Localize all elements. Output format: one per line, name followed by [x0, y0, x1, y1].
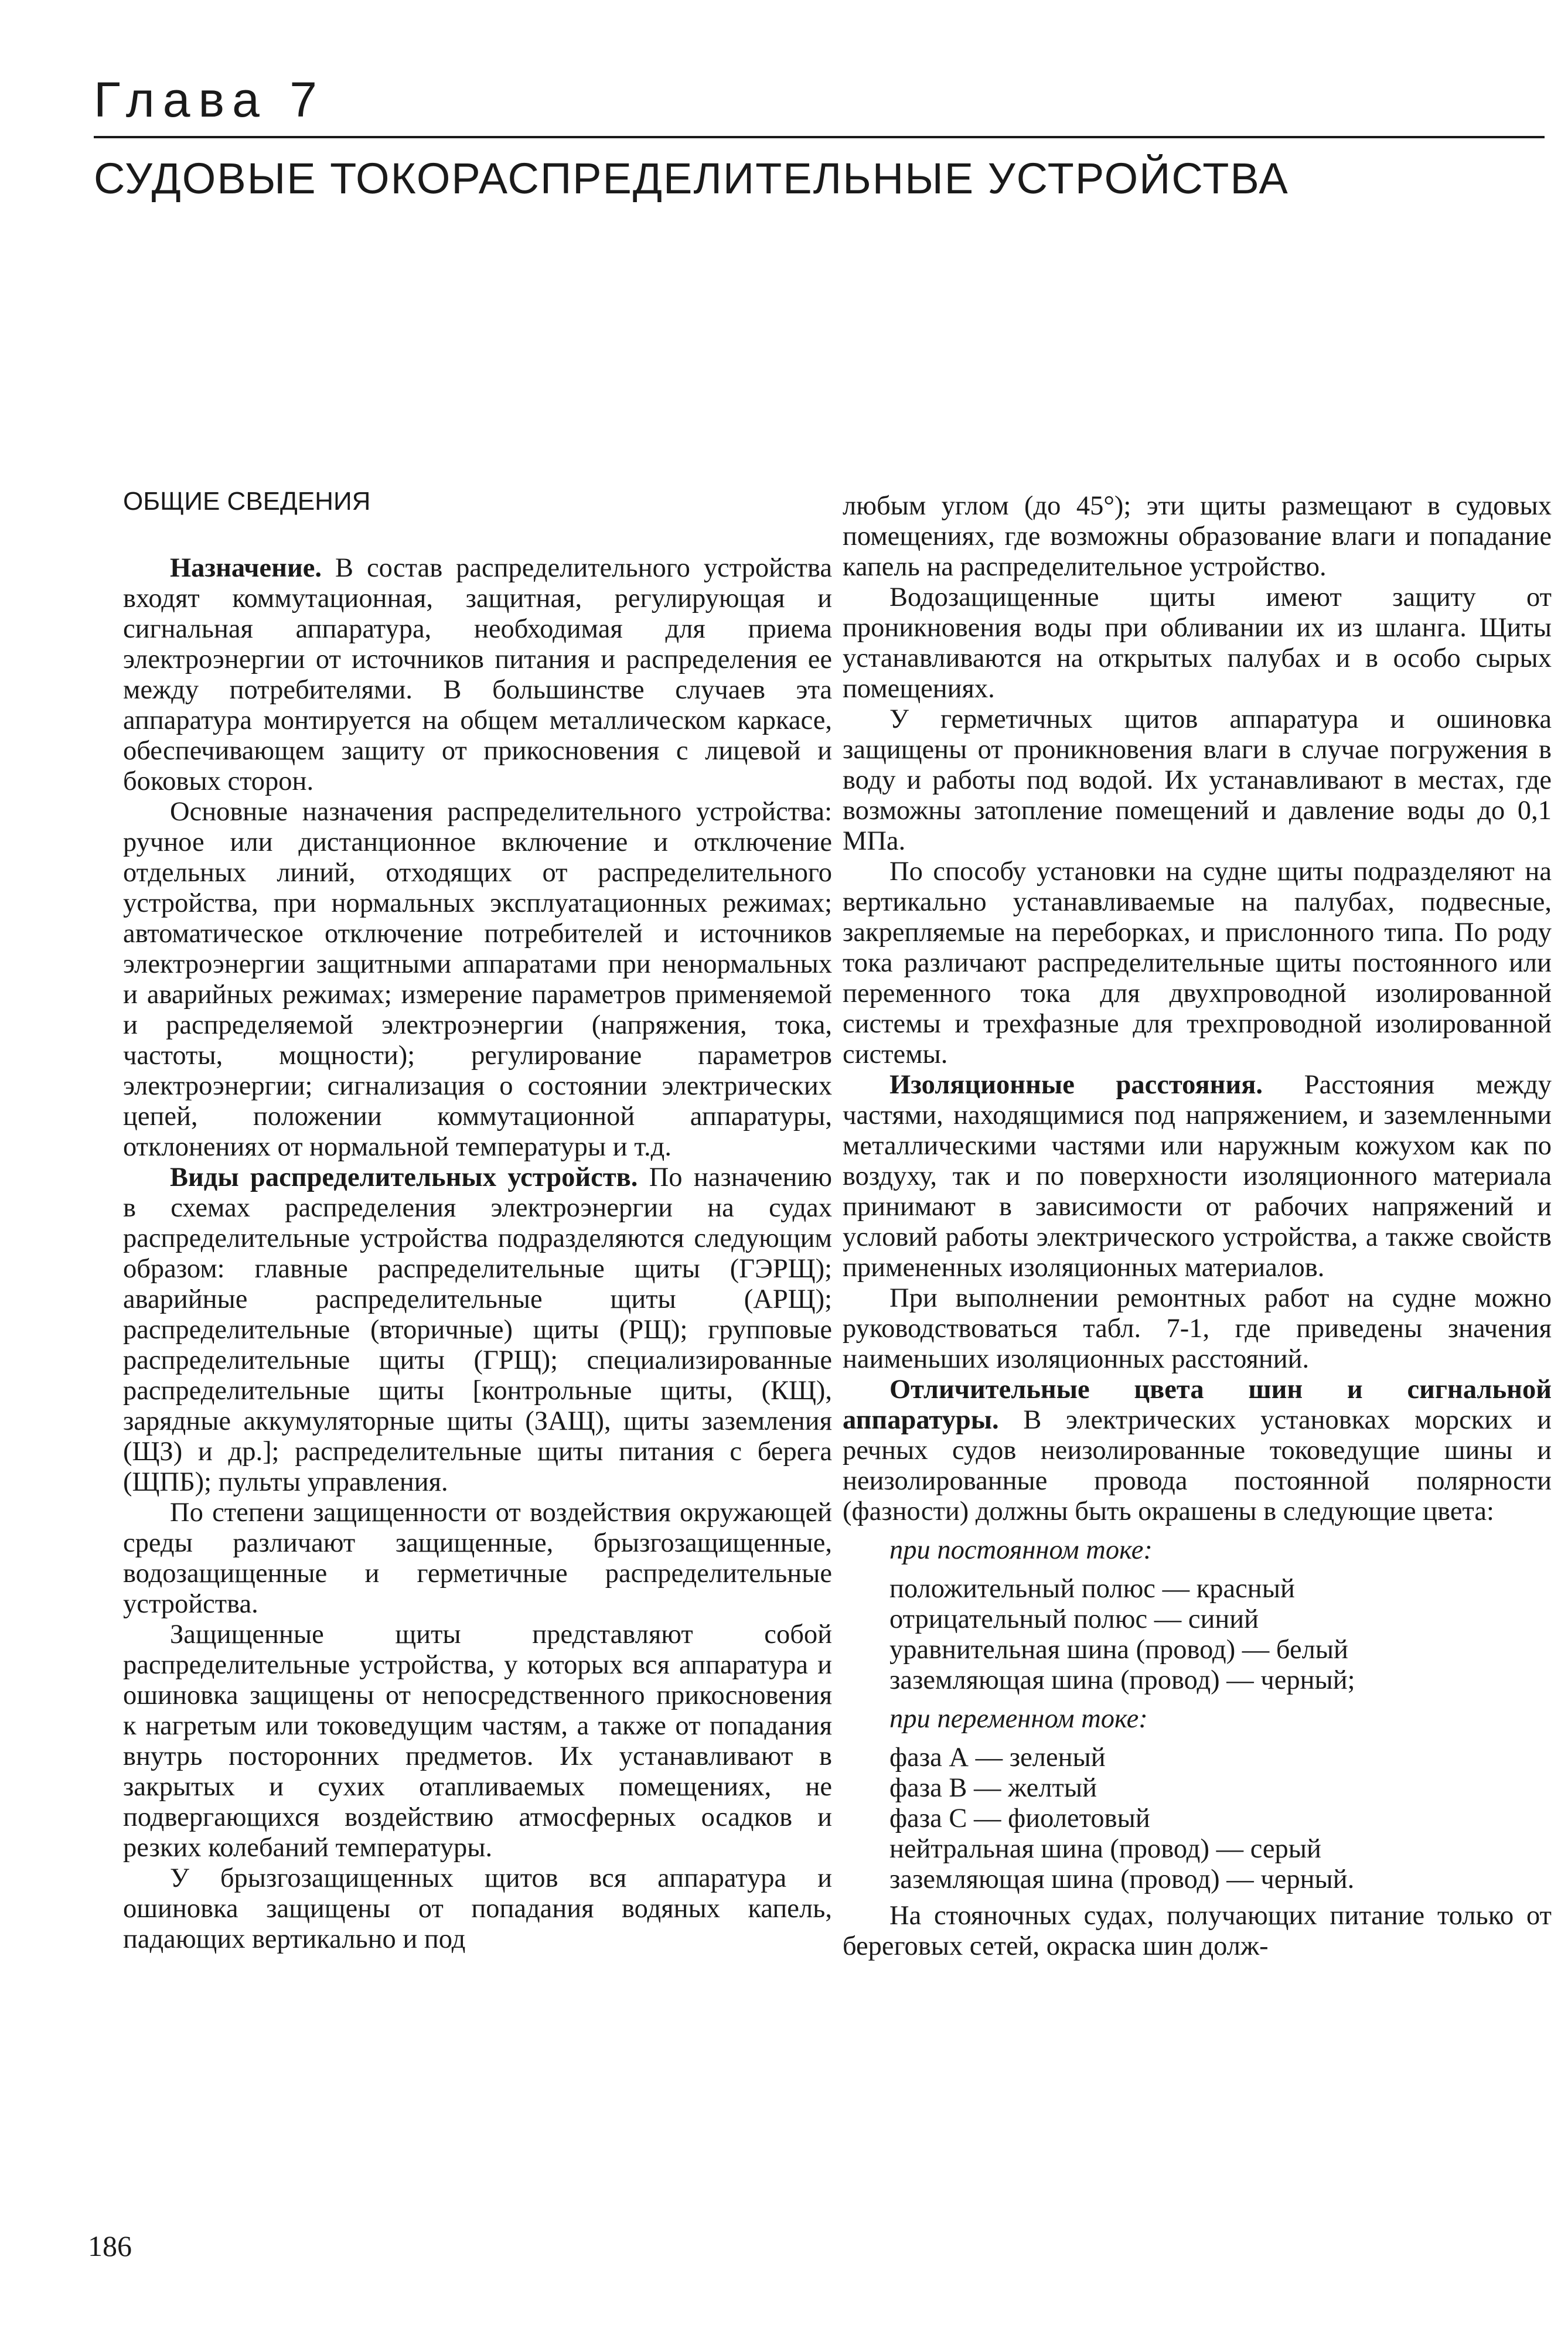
list-item: фаза С — фиолетовый	[889, 1804, 1150, 1833]
list-item: заземляющая шина (провод) — черный.	[889, 1864, 1355, 1894]
page-number: 186	[88, 2230, 132, 2262]
paragraph-insulation	[843, 1070, 1552, 1283]
list-item: отрицательный полюс — синий	[889, 1604, 1259, 1634]
paragraph-repair: При выполнении ремонтных работ на судне можно руководствоваться табл. 7-1, где приведены значения наименьших изоляционных расстояний.	[843, 1283, 1552, 1374]
list-item: уравнительная шина (провод) — белый	[889, 1635, 1348, 1665]
paragraph-text: В электрических установках морских и речных судов неизолированные токоведущие шины и неизолированные провода постоянной полярности (фазности) должны быть окрашены в следующие цвета:	[843, 1405, 1552, 1526]
right-column	[843, 491, 1552, 1962]
paragraph-protection-degree: По степени защищенности от воздействия окружающей среды различают защищенные, брызгозащищенные, водозащищенные и герметичные распределительные устройства.	[123, 1498, 832, 1619]
chapter-label: Глава 7	[94, 72, 325, 127]
paragraph-functions: Основные назначения распределительного устройства: ручное или дистанционное включение и отключение отдельных линий, отходящих от распределительного устройства, при нормальных эксплуатационных режимах; автоматическое отключение потребителей и источников электроэнергии защитными аппаратами при ненормальных и аварийных режимах; измерение параметров применяемой и распределяемой электроэнергии (напряжения, тока, частоты, мощности); регулирование параметров электроэнергии; сигнализация о состоянии электрических цепей, положении коммутационной аппаратуры, отклонениях от нормальной температуры и т.д.	[123, 797, 832, 1162]
chapter-title: СУДОВЫЕ ТОКОРАСПРЕДЕЛИТЕЛЬНЫЕ УСТРОЙСТВА	[94, 154, 1289, 203]
paragraph-colors	[843, 1375, 1552, 1527]
paragraph-protected-boards: Защищенные щиты представляют собой распределительные устройства, у которых вся аппаратура и ошиновка защищены от непосредственного прикосновения к нагретым или токоведущим частям, а также от попадания внутрь посторонних предметов. Их устанавливают в закрытых и сухих отапливаемых помещениях, не подвергающихся воздействию атмосферных осадков и резких колебаний температуры.	[123, 1620, 832, 1863]
paragraph-types	[123, 1163, 832, 1498]
ac-color-list	[889, 1743, 1552, 1895]
paragraph-shore-power: На стояночных судах, получающих питание только от береговых сетей, окраска шин долж-	[843, 1901, 1552, 1961]
paragraph-waterproof-boards: Водозащищенные щиты имеют защиту от проникновения воды при обливании их из шланга. Щиты устанавливаются на открытых палубах и в особо сырых помещениях.	[843, 582, 1552, 704]
paragraph-text: По назначению в схемах распределения электроэнергии на судах распределительные устройства подразделяются следующим образом: главные распределительные щиты (ГЭРЩ); аварийные распределительные щиты (АРЩ); распределительные (вторичные) щиты (РЩ); групповые распределительные щиты (ГРЩ); специализированные распределительные щиты [контрольные щиты, (КЩ), зарядные аккумуляторные щиты (ЗАЩ), щиты заземления (ЩЗ) и др.]; распределительные щиты питания с берега (ЩПБ); пульты управления.	[123, 1163, 832, 1497]
paragraph-splashproof-boards: У брызгозащищенных щитов вся аппаратура и ошиновка защищены от попадания водяных капель, падающих вертикально и под	[123, 1863, 832, 1954]
dc-list-caption: при постоянном токе:	[889, 1535, 1153, 1565]
list-item: положительный полюс — красный	[889, 1574, 1295, 1604]
paragraph-continuation: любым углом (до 45°); эти щиты размещают в судовых помещениях, где возможны образование влаги и попадание капель на распределительное устройство.	[843, 491, 1552, 582]
left-column	[123, 486, 832, 1955]
paragraph-text: В состав распределительного устройства входят коммутационная, защитная, регулирующая и сигнальная аппаратура, необходимая для приема электроэнергии от источников питания и распределения ее между потребителями. В большинстве случаев эта аппаратура монтируется на общем металлическом каркасе, обеспечивающем защиту от прикосновения с лицевой и боковых сторон.	[123, 553, 832, 796]
paragraph-installation: По способу установки на судне щиты подразделяют на вертикально устанавливаемые на палубах, подвесные, закрепляемые на переборках, и прислонного типа. По роду тока различают распределительные щиты постоянного или переменного тока для двухпроводной изолированной системы и трехфазные для трехпроводной изолированной системы.	[843, 857, 1552, 1069]
list-item: фаза В — желтый	[889, 1773, 1097, 1803]
paragraph-text: Расстояния между частями, находящимися под напряжением, и заземленными металлическими частями или наружным кожухом как по воздуху, так и по поверхности изоляционного материала принимают в зависимости от рабочих напряжений и условий работы электрического устройства, а также свойств примененных изоляционных материалов.	[843, 1070, 1552, 1283]
paragraph-purpose	[123, 553, 832, 797]
list-item: заземляющая шина (провод) — черный;	[889, 1665, 1355, 1695]
section-heading: ОБЩИЕ СВЕДЕНИЯ	[123, 487, 371, 516]
list-item: нейтральная шина (провод) — серый	[889, 1834, 1321, 1864]
run-in-heading-colors: Отличительные цвета шин и сигнальной аппаратуры.	[843, 1375, 1552, 1435]
dc-color-list	[889, 1574, 1552, 1696]
run-in-heading-insulation: Изоляционные расстояния.	[889, 1070, 1263, 1100]
ac-list-caption: при переменном токе:	[889, 1704, 1148, 1734]
paragraph-hermetic-boards: У герметичных щитов аппаратура и ошиновка защищены от проникновения влаги в случае погружения в воду и работы под водой. Их устанавливают в местах, где возможны затопление помещений и давление воды до 0,1 МПа.	[843, 704, 1552, 856]
list-item: фаза А — зеленый	[889, 1743, 1106, 1772]
run-in-heading-types: Виды распределительных устройств.	[170, 1163, 638, 1192]
header-rule	[94, 136, 1545, 138]
run-in-heading-purpose: Назначение.	[170, 553, 322, 583]
